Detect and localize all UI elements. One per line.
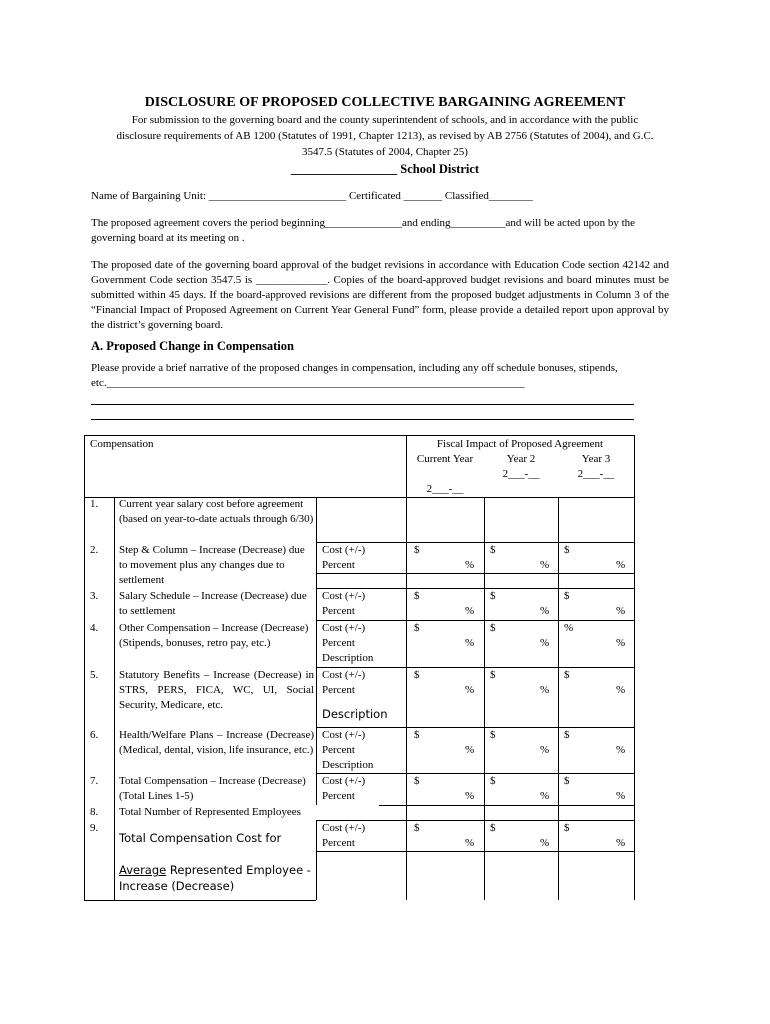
percent-label: Percent (322, 837, 355, 849)
year2-header: Year 2 (506, 453, 536, 465)
row-label-salary-schedule: Salary Schedule – Increase (Decrease) due to settlement (119, 590, 307, 617)
row-number: 2. (90, 544, 99, 556)
pct-year3[interactable]: % (616, 790, 626, 802)
dollar-year2[interactable]: $ (490, 622, 496, 634)
document-title: DISCLOSURE OF PROPOSED COLLECTIVE BARGAINING AGREEMENT (144, 95, 626, 110)
row-number: 4. (90, 622, 99, 634)
document-subtitle: For submission to the governing board and the county superintendent of schools, and in accordance with the public disclosure requirements of AB 1200 (Statutes of 1991, Chapter 1213), as revised by AB 2756 (Statutes of 2004), and G.C. 3547.5 (Statutes of 2004, Chapter 25) (116, 114, 654, 158)
cost-label: Cost (+/-) (322, 544, 366, 556)
dollar-current[interactable]: $ (414, 622, 420, 634)
year3-value[interactable]: 2___-__ (577, 468, 615, 480)
pct-year3[interactable]: % (616, 637, 626, 649)
percent-label: Percent (322, 684, 355, 696)
year3-header: Year 3 (581, 453, 611, 465)
row-number: 3. (90, 590, 99, 602)
pct-current[interactable]: % (465, 837, 475, 849)
row9-text-c: Represented Employee - Increase (Decrease) (119, 863, 311, 893)
current-year-value[interactable]: 2___-__ (426, 483, 464, 495)
row-label-current-salary: Current year salary cost before agreement (based on year-to-date actuals through 6/30) (119, 498, 314, 525)
narrative-prompt: Please provide a brief narrative of the proposed changes in compensation, including any off schedule bonuses, stipends, etc.____________________________________________________________________________ (91, 362, 618, 389)
dollar-current[interactable]: $ (414, 669, 420, 681)
percent-label: Percent (322, 790, 355, 802)
row9-text-a: Total Compensation Cost for (119, 831, 282, 845)
pct-current[interactable]: % (465, 744, 475, 756)
dollar-year3[interactable]: $ (564, 669, 570, 681)
pct-year3[interactable]: % (616, 837, 626, 849)
dollar-year2[interactable]: $ (490, 729, 496, 741)
narrative-line-3[interactable] (91, 419, 634, 420)
percent-label: Percent (322, 559, 355, 571)
cost-label: Cost (+/-) (322, 822, 366, 834)
narrative-line-2[interactable] (91, 404, 634, 405)
row-number: 9. (90, 822, 99, 834)
cost-label: Cost (+/-) (322, 775, 366, 787)
district-field[interactable]: _________________ School District (290, 162, 480, 176)
row9-text-average: Average (119, 863, 167, 877)
dollar-year2[interactable]: $ (490, 544, 496, 556)
dollar-year2[interactable]: $ (490, 669, 496, 681)
pct-current[interactable]: % (465, 790, 475, 802)
row-number: 5. (90, 669, 99, 681)
pct-year2[interactable]: % (540, 790, 550, 802)
row-label-statutory-benefits: Statutory Benefits – Increase (Decrease) in STRS, PERS, FICA, WC, UI, Social Security, Medicare, etc. (119, 669, 314, 711)
pct-year2[interactable]: % (540, 837, 550, 849)
cost-label: Cost (+/-) (322, 669, 366, 681)
dollar-current[interactable]: $ (414, 590, 420, 602)
current-year-header: Current Year (416, 453, 474, 465)
fiscal-impact-header: Fiscal Impact of Proposed Agreement (436, 438, 604, 450)
compensation-table (84, 435, 634, 900)
cost-label: Cost (+/-) (322, 729, 366, 741)
row-number: 6. (90, 729, 99, 741)
pct-year2[interactable]: % (540, 559, 550, 571)
pct-current[interactable]: % (465, 684, 475, 696)
dollar-year3[interactable]: $ (564, 775, 570, 787)
dollar-year3[interactable]: $ (564, 544, 570, 556)
bargaining-unit-line[interactable]: Name of Bargaining Unit: _________________________ Certificated _______ Classified________ (91, 190, 533, 202)
description-label: Description (322, 652, 374, 664)
pct-year2[interactable]: % (540, 605, 550, 617)
dollar-current[interactable]: $ (414, 775, 420, 787)
row-label-average-employee (119, 830, 314, 894)
pct-year3[interactable]: % (616, 559, 626, 571)
percent-label: Percent (322, 605, 355, 617)
row-label-health-welfare: Health/Welfare Plans – Increase (Decrease) (Medical, dental, vision, life insurance, etc.) (119, 729, 314, 756)
compensation-header: Compensation (90, 438, 154, 450)
description-label: Description (322, 707, 388, 721)
description-label: Description (322, 759, 374, 771)
dollar-current[interactable]: $ (414, 729, 420, 741)
pct-year2[interactable]: % (540, 684, 550, 696)
cost-label: Cost (+/-) (322, 622, 366, 634)
row-number: 8. (90, 806, 99, 818)
row-label-total-compensation: Total Compensation – Increase (Decrease) (Total Lines 1-5) (119, 775, 306, 802)
agreement-period-paragraph: The proposed agreement covers the period beginning______________and ending__________and will be acted upon by the governing board at its meeting on . (91, 217, 636, 244)
dollar-year2[interactable]: $ (490, 822, 496, 834)
dollar-year3[interactable]: $ (564, 822, 570, 834)
pct-current[interactable]: % (465, 605, 475, 617)
budget-revision-paragraph: The proposed date of the governing board approval of the budget revisions in accordance with Education Code section 42142 and Government Code section 3547.5 is _____________. Copies of the board-approved budget revisions and board minutes must be submitted within 45 days. If the board-approved revisions are different from the proposed budget adjustments in Column 3 of the “Financial Impact of Proposed Agreement on Current Year General Fund” form, please provide a detailed report upon approval by the district’s governing board. (91, 259, 669, 331)
dollar-current[interactable]: $ (414, 822, 420, 834)
percent-label: Percent (322, 637, 355, 649)
pct-current[interactable]: % (465, 637, 475, 649)
row-label-other-compensation: Other Compensation – Increase (Decrease) (Stipends, bonuses, retro pay, etc.) (119, 622, 309, 649)
dollar-year3[interactable]: $ (564, 729, 570, 741)
cost-label: Cost (+/-) (322, 590, 366, 602)
percent-label: Percent (322, 744, 355, 756)
year2-value[interactable]: 2___-__ (502, 468, 540, 480)
section-a-heading: A. Proposed Change in Compensation (91, 339, 294, 353)
pct-current[interactable]: % (465, 559, 475, 571)
row-number: 7. (90, 775, 99, 787)
pct-year3[interactable]: % (616, 605, 626, 617)
row-label-step-column: Step & Column – Increase (Decrease) due to movement plus any changes due to settlement (119, 544, 305, 586)
pct-year3[interactable]: % (616, 684, 626, 696)
row-label-represented-employees: Total Number of Represented Employees (119, 805, 379, 820)
pct-year2[interactable]: % (540, 744, 550, 756)
dollar-current[interactable]: $ (414, 544, 420, 556)
pct-year3[interactable]: % (564, 622, 574, 634)
pct-year3[interactable]: % (616, 744, 626, 756)
pct-year2[interactable]: % (540, 637, 550, 649)
row-number: 1. (90, 498, 99, 510)
dollar-year3[interactable]: $ (564, 590, 570, 602)
dollar-year2[interactable]: $ (490, 590, 496, 602)
dollar-year2[interactable]: $ (490, 775, 496, 787)
